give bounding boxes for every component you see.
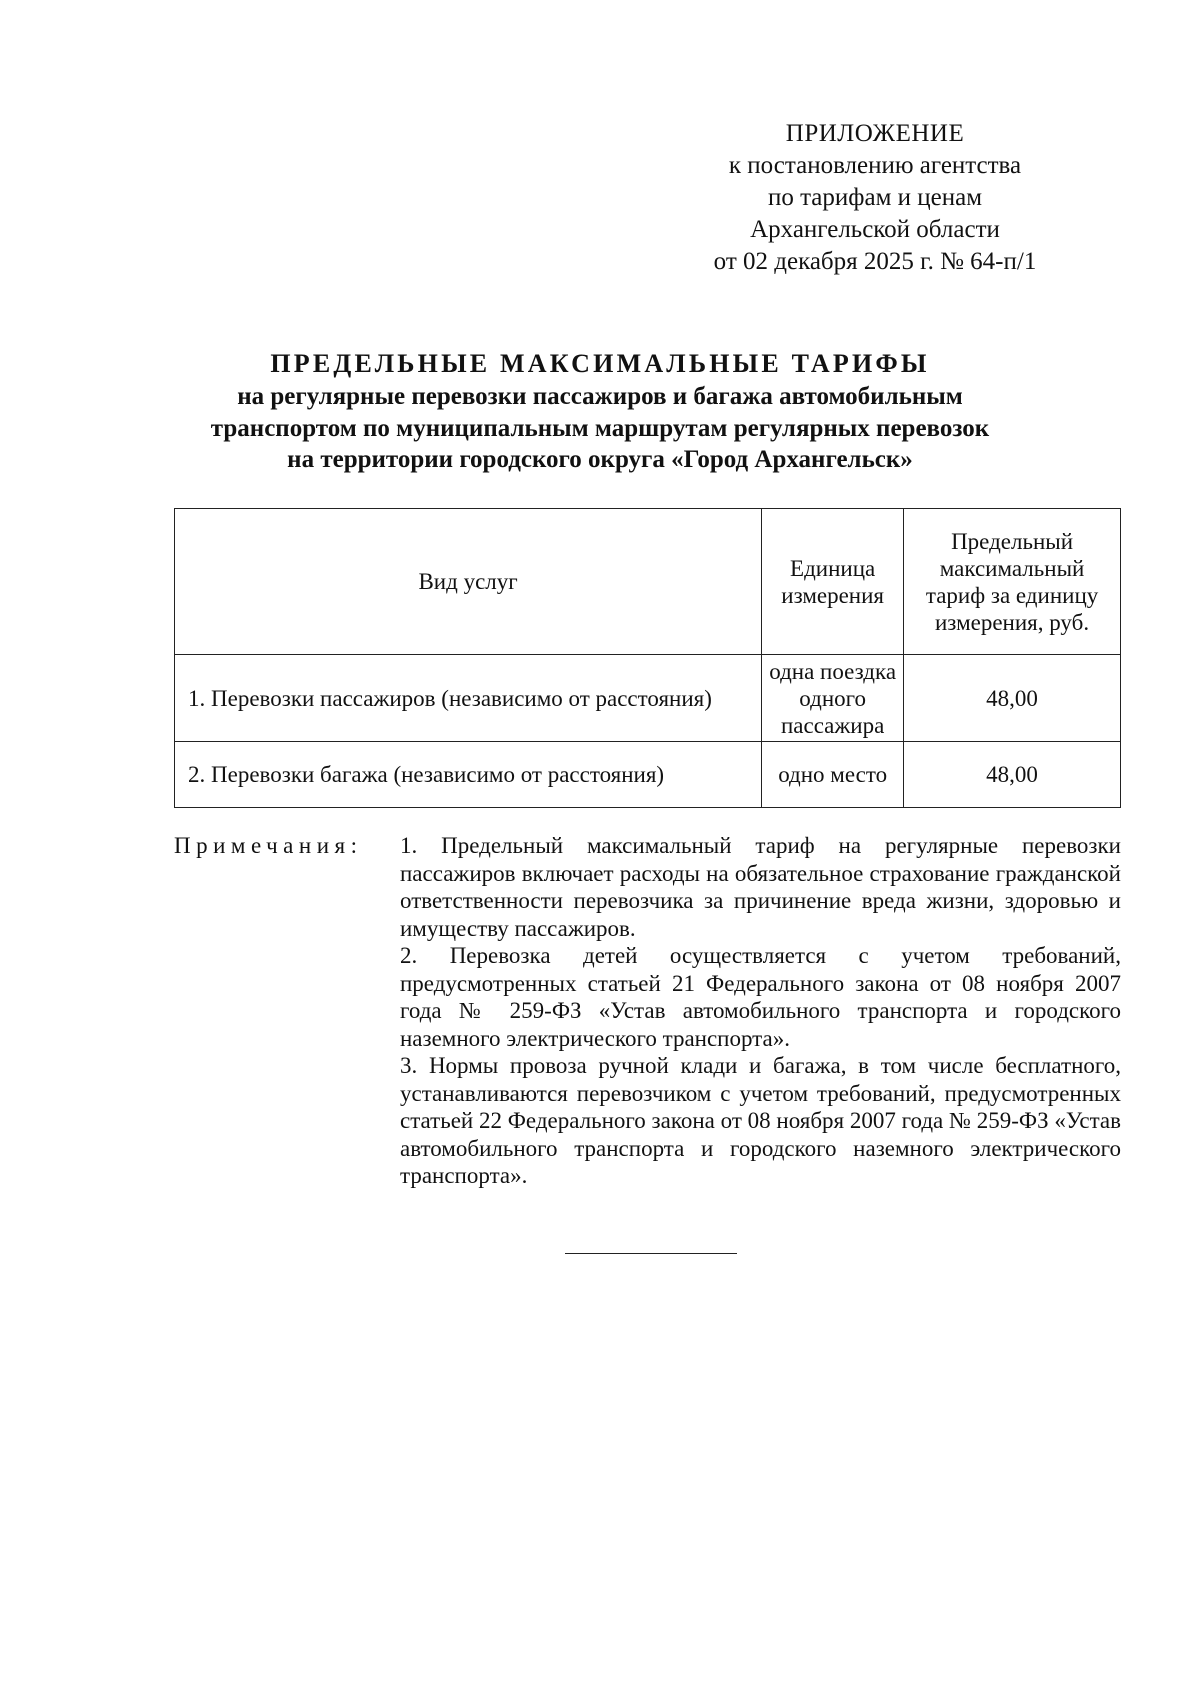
appendix-line-1: к постановлению агентства [728, 152, 1022, 179]
table-row [175, 742, 1121, 808]
header-tariff-line-4: измерения, руб. [935, 609, 1090, 635]
note-item-1: 1. Предельный максимальный тариф на регулярные перевозки пассажиров включает расходы на обязательное страхование гражданской ответственности перевозчика за причинение вреда жизни, здоровью и имуществу пассажиров. [400, 833, 1121, 941]
header-service [175, 509, 762, 655]
header-tariff-line-2: максимальный [939, 555, 1085, 581]
header-unit-line-2: измерения [781, 582, 885, 608]
document-subtitle-line-1: на регулярные перевозки пассажиров и багажа автомобильным [237, 383, 963, 410]
row-2-service: 2. Перевозки багажа (независимо от расстояния) [175, 742, 762, 808]
header-unit-line-1: Единица [790, 555, 876, 581]
table-header-row [175, 509, 1121, 655]
header-unit [762, 509, 904, 655]
row-1-unit [762, 655, 904, 742]
notes-list [400, 832, 1121, 1190]
row-2-tariff: 48,00 [904, 742, 1121, 808]
document-heading [130, 347, 1070, 476]
table-row [175, 655, 1121, 742]
note-item-3: 3. Нормы провоза ручной клади и багажа, в том числе бесплатного, устанавливаются перевозчиком с учетом требований, предусмотренных статьей 22 Федерального закона от 08 ноября 2007 года № 259-ФЗ «Устав автомобильного транспорта и городского наземного электрического транспорта». [400, 1053, 1121, 1188]
notes-label: Примечания: [174, 833, 363, 858]
row-2-unit: одно место [762, 742, 904, 808]
document-title: ПРЕДЕЛЬНЫЕ МАКСИМАЛЬНЫЕ ТАРИФЫ [270, 349, 930, 378]
header-tariff-line-1: Предельный [951, 528, 1074, 554]
appendix-line-2: по тарифам и ценам [767, 184, 983, 211]
note-item-2: 2. Перевозка детей осуществляется с учетом требований, предусмотренных статьей 21 Федерального закона от 08 ноября 2007 года № 259-ФЗ «Устав автомобильного транспорта и городского наземного электрического транспорта». [400, 943, 1121, 1051]
tariffs-table [174, 508, 1121, 808]
appendix-header [650, 118, 1100, 278]
header-service-label: Вид услуг [418, 569, 518, 594]
row-1-unit-line-2: одного [799, 685, 866, 711]
end-of-document-rule [565, 1253, 737, 1254]
document-subtitle-line-2: транспортом по муниципальным маршрутам регулярных перевозок [210, 414, 990, 442]
document-subtitle-line-3: на территории городского округа «Город Архангельск» [287, 446, 913, 473]
row-1-unit-line-1: одна поездка [769, 658, 897, 684]
appendix-line-3: Архангельской области [750, 216, 1000, 243]
row-1-tariff: 48,00 [904, 655, 1121, 742]
appendix-title: ПРИЛОЖЕНИЕ [785, 120, 965, 147]
row-1-unit-line-3: пассажира [780, 712, 885, 738]
header-tariff-line-3: тариф за единицу [925, 582, 1099, 608]
appendix-line-4: от 02 декабря 2025 г. № 64-п/1 [713, 248, 1037, 275]
row-1-service: 1. Перевозки пассажиров (независимо от расстояния) [175, 655, 762, 742]
header-tariff [904, 509, 1121, 655]
